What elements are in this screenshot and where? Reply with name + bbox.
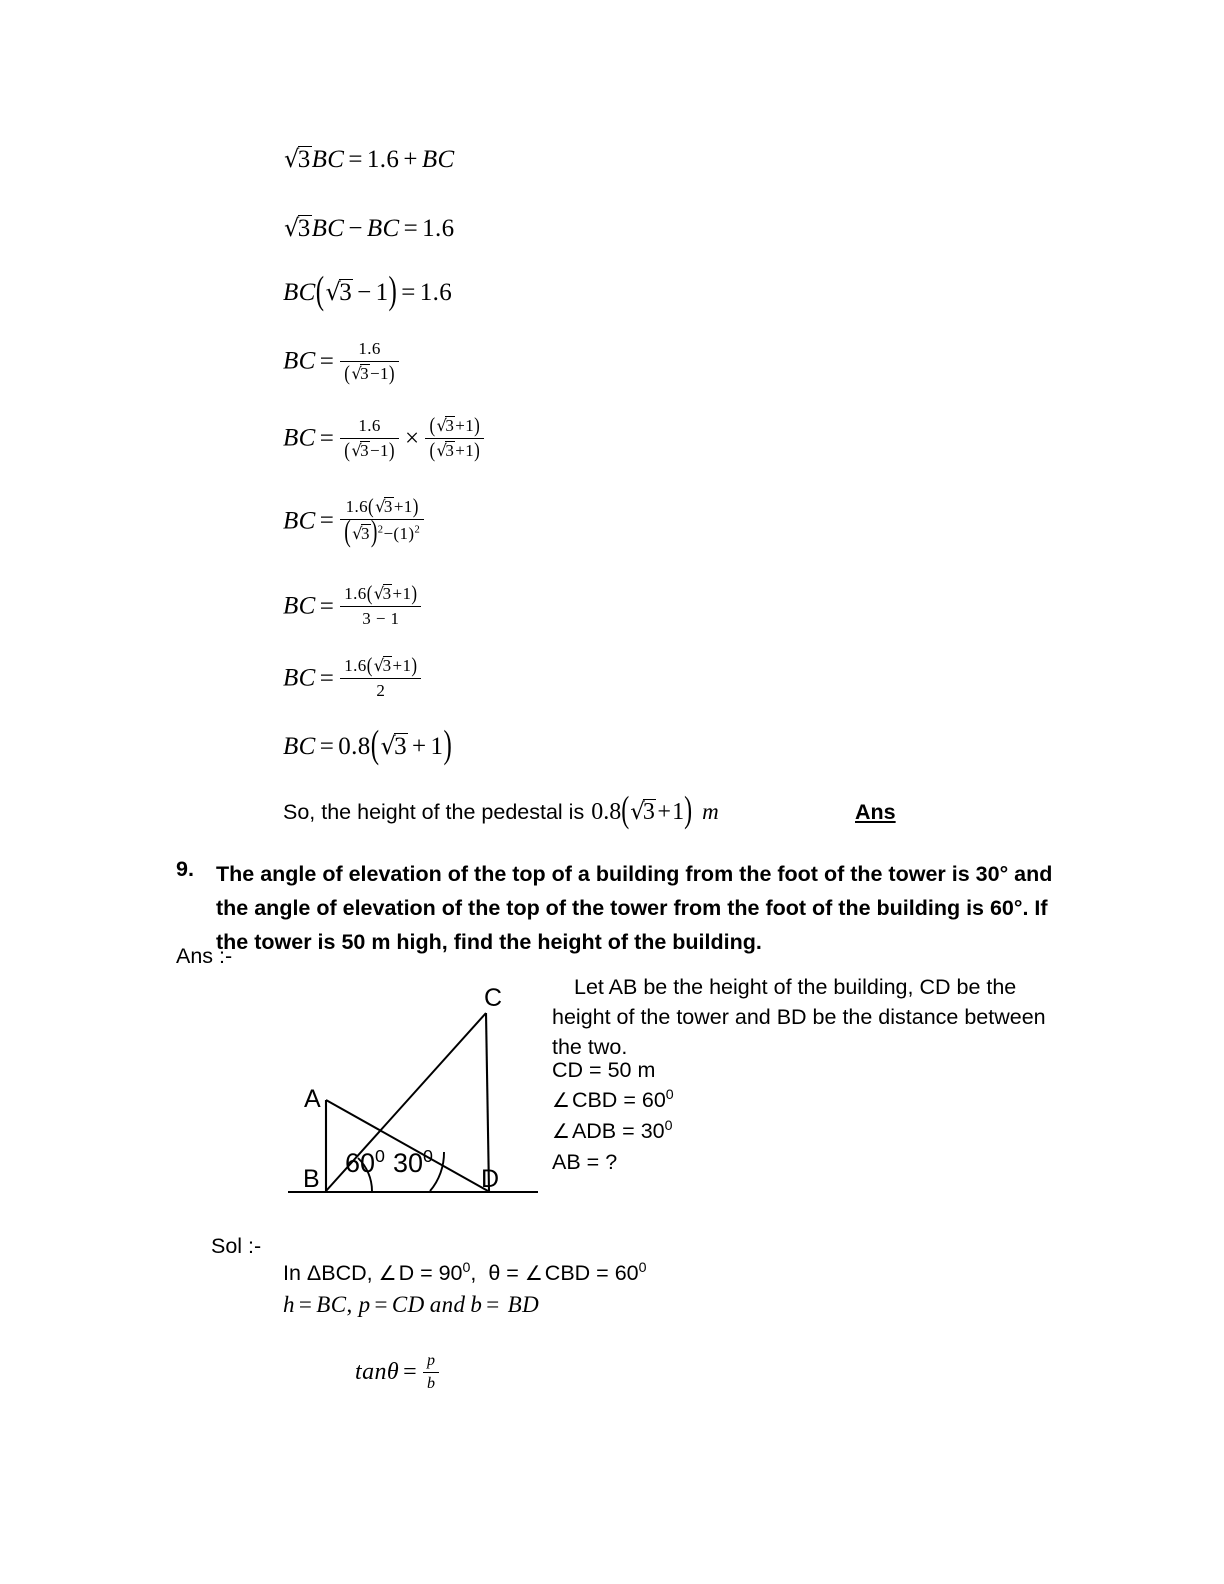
eq2-value: 1.6: [422, 215, 455, 242]
angle-icon: ∠: [524, 1261, 543, 1285]
sol-bd: BD: [507, 1292, 540, 1317]
given-cd-equals: =: [589, 1058, 602, 1082]
question-number: 9.: [176, 857, 194, 881]
equation-line-7: [283, 581, 423, 631]
conclusion-prefix: So, the height of the pedestal is: [283, 800, 585, 824]
sqrt-icon: √3: [352, 523, 370, 543]
eq3-lparen: (: [315, 270, 325, 313]
solution-angle-cbd-degree: 0: [638, 1259, 647, 1276]
given-cbd-degree: 0: [665, 1086, 674, 1103]
fraction-numerator: 1.6(√3+1): [340, 656, 421, 679]
given-adb-equals: =: [622, 1119, 635, 1143]
eq3-one: 1: [375, 279, 389, 306]
angle-icon: ∠: [378, 1261, 397, 1285]
solution-line-2: [283, 1292, 539, 1318]
given-cbd-equals: =: [623, 1088, 636, 1112]
sol-bc: BC: [316, 1292, 347, 1317]
equation-line-6: [283, 494, 426, 549]
eq7-bc: BC: [283, 592, 316, 620]
angle-d-value: 30: [393, 1148, 424, 1178]
sol-eq2: =: [374, 1292, 388, 1317]
eq2-bc2: BC: [366, 215, 400, 242]
sqrt-icon: √3: [380, 732, 408, 760]
fraction: [340, 581, 421, 630]
solution-label: Sol :-: [211, 1234, 262, 1258]
sqrt-icon: √3: [284, 145, 311, 173]
eq6-bc: BC: [283, 507, 316, 535]
eq3-bc: BC: [283, 279, 316, 306]
given-ab-equals: =: [586, 1150, 600, 1174]
eq4-equals: =: [319, 347, 335, 375]
sol-and: and: [429, 1292, 466, 1317]
fraction-numerator: (√3+1): [425, 416, 484, 439]
eq1-bc2: BC: [421, 146, 455, 173]
eq8-equals: =: [319, 664, 335, 692]
given-line-adb: [552, 1119, 673, 1144]
equation-line-8: [283, 653, 423, 703]
eq3-equals: =: [401, 279, 416, 306]
figure-angle-label-b: [345, 1148, 385, 1179]
figure-label-a: A: [304, 1085, 321, 1113]
eq6-equals: =: [319, 507, 335, 535]
sqrt-icon: √3: [351, 440, 370, 460]
equation-line-9: [283, 724, 453, 767]
given-line-cd: [552, 1058, 655, 1083]
eq2-equals: =: [403, 215, 419, 242]
eq1-equals: =: [348, 146, 363, 173]
question-text: The angle of elevation of the top of a building from the foot of the tower is 30° and the angle of elevation of the top of the tower from the foot of the building is 60°. If the tower is 50 m high, find the height of the building.: [216, 862, 1053, 954]
given-cbd-value: 60: [641, 1088, 666, 1112]
sol-h: h: [283, 1292, 295, 1317]
fraction-numerator: 1.6: [340, 416, 399, 439]
exponent: 2: [377, 524, 384, 536]
equation-line-4: [283, 340, 401, 386]
conclusion-sentence: [283, 790, 719, 831]
equation-line-1: [283, 146, 455, 174]
sol-b: b: [470, 1292, 483, 1317]
solution-tan-formula: [355, 1352, 441, 1395]
eq5-equals: =: [319, 424, 335, 452]
given-description: [552, 972, 1052, 1062]
given-line-cbd: [552, 1088, 674, 1113]
sol-eq1: =: [298, 1292, 313, 1317]
fraction-numerator: 1.6: [340, 339, 399, 362]
fraction: [340, 416, 399, 462]
conclusion-value: 0.8(√3+1): [591, 790, 693, 831]
sqrt-icon: √3: [373, 656, 392, 675]
fraction-numerator: 1.6(√3+1): [340, 497, 424, 520]
eq7-equals: =: [319, 592, 335, 620]
eq9-coefficient: 0.8: [338, 733, 371, 760]
eq1-plus: +: [403, 146, 418, 173]
solution-angle-cbd: CBD = 60: [544, 1261, 639, 1285]
eq1-bc: BC: [311, 146, 345, 173]
equation-line-5: [283, 413, 486, 463]
fraction-denominator: (√3+1): [429, 438, 481, 462]
fraction: [423, 1351, 439, 1394]
sqrt-icon: √3: [284, 214, 311, 242]
given-adb-degree: 0: [664, 1117, 673, 1134]
eq8-bc: BC: [283, 664, 316, 692]
given-adb-label: ADB: [571, 1119, 617, 1143]
fraction-denominator: $(√3)^2-(1)^2$: [344, 515, 421, 549]
eq2-minus: −: [348, 215, 363, 242]
fraction: [340, 494, 424, 549]
exponent: 2: [414, 524, 421, 536]
fraction-numerator: 1.6(√3+1): [340, 584, 421, 607]
sqrt-icon: √3: [436, 416, 455, 435]
sqrt-icon: √3: [351, 363, 370, 383]
given-cd-value: 50 m: [607, 1058, 656, 1082]
eq9-equals: =: [319, 733, 335, 760]
fraction-denominator: 3 − 1: [362, 608, 400, 628]
angle-b-value: 60: [345, 1148, 376, 1178]
figure-angle-label-d: [393, 1148, 433, 1179]
eq9-bc: BC: [283, 733, 316, 760]
given-cbd-label: CBD: [571, 1088, 618, 1112]
given-cd-label: CD: [552, 1058, 584, 1082]
eq5-bc: BC: [283, 424, 316, 452]
sol-comma: ,: [346, 1292, 353, 1317]
eq9-one: 1: [430, 733, 444, 760]
sqrt-icon: √3: [436, 440, 455, 460]
tan-function: tanθ: [355, 1359, 400, 1386]
given-line-ab: [552, 1150, 617, 1175]
sqrt-icon: √3: [630, 799, 655, 825]
solution-line-1: [283, 1261, 647, 1286]
ans-marker: Ans: [855, 800, 896, 824]
solution-angle-d-degree: 0: [462, 1259, 471, 1276]
figure-label-c: C: [484, 984, 503, 1012]
fraction-denominator: b: [427, 1374, 436, 1392]
eq1-value: 1.6: [366, 146, 400, 173]
eq2-bc: BC: [311, 215, 345, 242]
eq4-bc: BC: [283, 347, 316, 375]
eq3-minus: −: [357, 279, 372, 306]
conclusion-unit: m: [702, 799, 719, 824]
angle-icon: ∠: [552, 1119, 570, 1143]
fraction-denominator: (√3−1): [344, 361, 395, 385]
eq9-rparen: ): [443, 724, 453, 767]
sqrt-icon: √3: [325, 278, 353, 306]
solution-comma: ,: [470, 1261, 477, 1285]
given-ab-label: AB: [552, 1150, 581, 1174]
sol-cd: CD: [391, 1292, 425, 1317]
solution-theta: θ =: [488, 1261, 519, 1285]
answer-label: Ans :-: [176, 944, 233, 968]
eq9-plus: +: [412, 733, 427, 760]
fraction-denominator: (√3−1): [344, 438, 395, 462]
angle-d-degree: 0: [423, 1146, 433, 1166]
given-ab-value: ?: [605, 1150, 618, 1174]
given-paragraph: Let AB be the height of the building, CD be the height of the tower and BD be the distance between the two.: [552, 975, 1046, 1059]
fraction: [425, 413, 484, 462]
solution-triangle-text: In ΔBCD,: [283, 1261, 373, 1285]
fraction-numerator: p: [423, 1351, 439, 1373]
equation-line-2: [283, 215, 455, 243]
sqrt-icon: √3: [373, 584, 392, 603]
equation-line-3: [283, 270, 453, 313]
figure-label-b: B: [303, 1165, 320, 1193]
eq3-rparen: ): [388, 270, 398, 313]
solution-angle-d: D = 90: [398, 1261, 463, 1285]
sqrt-icon: √3: [375, 497, 393, 516]
sol-eq3: =: [486, 1292, 500, 1317]
fraction: [340, 339, 399, 385]
figure-label-d: D: [481, 1165, 500, 1193]
eq3-value: 1.6: [419, 279, 453, 306]
fraction: [340, 653, 421, 702]
fraction-denominator: 2: [376, 680, 386, 700]
tan-equals: =: [403, 1359, 417, 1386]
given-adb-value: 30: [640, 1119, 665, 1143]
sol-p: p: [358, 1292, 371, 1317]
eq9-lparen: (: [370, 724, 380, 767]
angle-icon: ∠: [552, 1088, 570, 1112]
eq5-times: ×: [404, 424, 420, 452]
angle-b-degree: 0: [375, 1146, 385, 1166]
